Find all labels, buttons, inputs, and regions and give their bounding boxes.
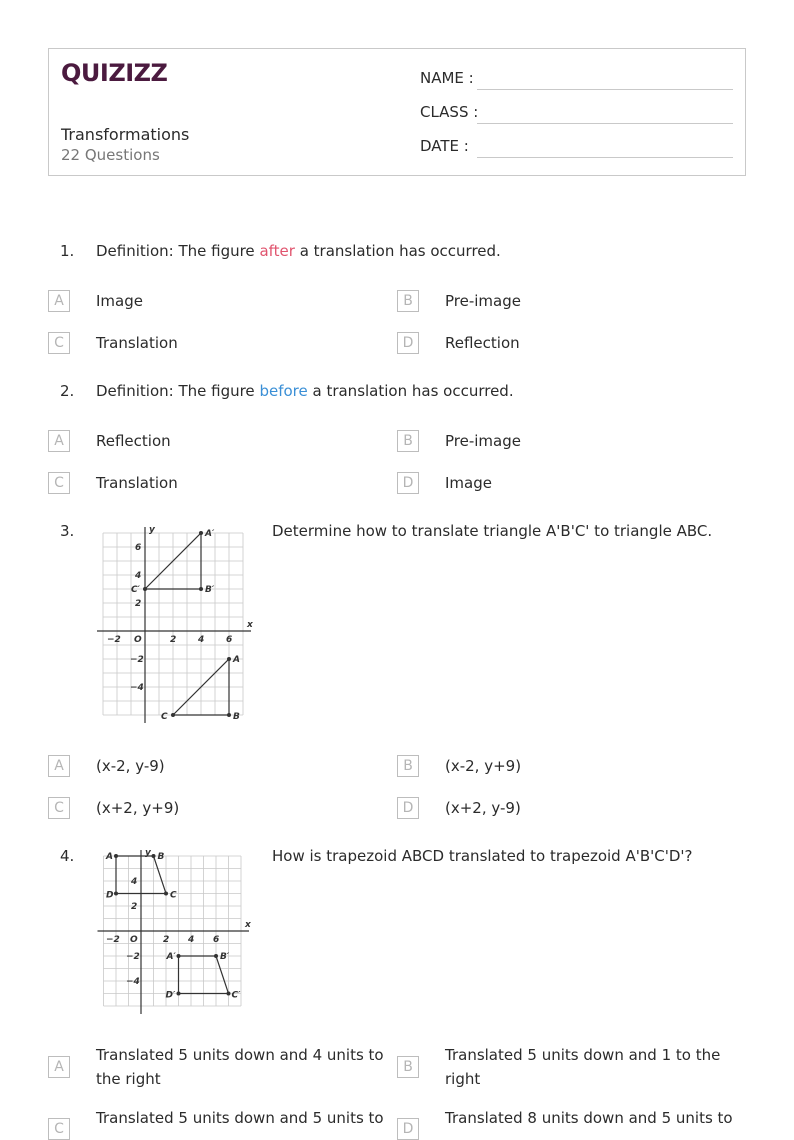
name-line[interactable] [477, 89, 733, 90]
question-highlight: after [259, 242, 295, 260]
class-label: CLASS : [420, 103, 479, 121]
option-text[interactable]: Reflection [445, 334, 520, 352]
option-text[interactable]: Translation [96, 334, 178, 352]
question-text-before: Definition: The figure [96, 382, 260, 400]
y-axis-label: y [145, 848, 151, 858]
option-letter-box[interactable]: D [397, 797, 419, 819]
point-marker [114, 854, 118, 858]
question-highlight: before [259, 382, 308, 400]
quizizz-logo: QUIZIZZ [61, 59, 168, 87]
option-letter-box[interactable]: C [48, 1118, 70, 1140]
point-marker [199, 587, 203, 591]
option-letter-box[interactable]: B [397, 430, 419, 452]
option-text[interactable]: (x+2, y-9) [445, 799, 521, 817]
question-text-before: Definition: The figure [96, 242, 260, 260]
name-label: NAME : [420, 69, 474, 87]
question-number: 1. [60, 242, 75, 260]
x-tick-label: 2 [163, 935, 170, 945]
point-label: C′ [131, 585, 140, 595]
option-letter-box[interactable]: A [48, 430, 70, 452]
origin-label: O [134, 635, 142, 645]
y-tick-label: 4 [135, 571, 142, 581]
question-number: 3. [60, 522, 75, 540]
option-text[interactable]: Reflection [96, 432, 171, 450]
question-number: 4. [60, 847, 75, 865]
option-text[interactable]: Translated 5 units down and 4 units to the right [96, 1046, 384, 1088]
x-tick-label: 4 [188, 935, 195, 945]
y-tick-label: 2 [135, 599, 142, 609]
y-tick-label: −4 [130, 683, 144, 693]
option-letter-box[interactable]: B [397, 290, 419, 312]
point-marker [227, 657, 231, 661]
option-text[interactable]: Translated 5 units down and 1 to the right [445, 1046, 721, 1088]
option-letter-box[interactable]: B [397, 1056, 419, 1078]
x-tick-label: 4 [198, 635, 205, 645]
class-field[interactable] [420, 101, 733, 125]
point-label: B [157, 852, 165, 862]
x-tick-label: −2 [106, 935, 120, 945]
question-text: How is trapezoid ABCD translated to trapezoid A'B'C'D'? [272, 847, 693, 865]
option-text[interactable]: Pre-image [445, 292, 521, 310]
y-tick-label: 2 [131, 902, 138, 912]
option-letter-box[interactable]: C [48, 472, 70, 494]
point-marker [214, 954, 218, 958]
question-text [96, 382, 514, 400]
point-marker [177, 954, 181, 958]
worksheet-title: Transformations [61, 125, 190, 144]
y-tick-label: −4 [126, 977, 140, 987]
option-text[interactable]: (x+2, y+9) [96, 799, 180, 817]
point-label: D′ [165, 990, 176, 1001]
point-label: B′ [205, 585, 215, 595]
point-label: A′ [166, 952, 176, 962]
date-field[interactable] [420, 135, 733, 159]
y-tick-label: −2 [126, 952, 140, 962]
y-tick-label: 4 [131, 877, 138, 887]
y-tick-label: 6 [135, 543, 142, 553]
option-text[interactable]: Translated 8 units down and 5 units to [445, 1109, 733, 1127]
point-marker [227, 992, 231, 996]
point-marker [152, 854, 156, 858]
point-label: B [233, 712, 240, 722]
point-marker [114, 892, 118, 896]
point-label: A′ [205, 529, 215, 539]
x-tick-label: 6 [226, 635, 233, 645]
y-axis-label: y [149, 525, 155, 535]
point-label: C [161, 712, 168, 722]
option-text[interactable]: (x-2, y+9) [445, 757, 522, 775]
option-letter-box[interactable]: D [397, 332, 419, 354]
option-letter-box[interactable]: B [397, 755, 419, 777]
question-text-after: a translation has occurred. [307, 382, 514, 400]
x-axis-label: x [245, 920, 251, 930]
point-label: C′ [231, 990, 241, 1001]
point-marker [199, 531, 203, 535]
option-letter-box[interactable]: D [397, 472, 419, 494]
coordinate-graph-triangle [94, 518, 254, 724]
option-text[interactable]: Pre-image [445, 432, 521, 450]
worksheet-header [48, 48, 746, 176]
point-marker [171, 713, 175, 717]
question-text [96, 242, 501, 260]
option-text[interactable]: Image [445, 474, 492, 492]
coordinate-graph-trapezoid [94, 842, 254, 1018]
option-letter-box[interactable]: A [48, 755, 70, 777]
question-text-after: a translation has occurred. [294, 242, 501, 260]
x-axis-label: x [247, 620, 253, 630]
x-tick-label: 6 [213, 935, 220, 945]
option-letter-box[interactable]: C [48, 797, 70, 819]
point-label: A [233, 655, 240, 665]
point-label: C [170, 890, 177, 901]
date-line[interactable] [477, 157, 733, 158]
option-text[interactable]: Translation [96, 474, 178, 492]
point-marker [177, 992, 181, 996]
option-text[interactable]: Translated 5 units down and 5 units to [96, 1109, 384, 1127]
question-number: 2. [60, 382, 75, 400]
point-marker [227, 713, 231, 717]
option-letter-box[interactable]: A [48, 1056, 70, 1078]
question-count: 22 Questions [61, 146, 160, 164]
point-marker [164, 892, 168, 896]
x-tick-label: −2 [107, 635, 121, 645]
option-text[interactable]: (x-2, y-9) [96, 757, 165, 775]
option-text[interactable]: Image [96, 292, 143, 310]
option-letter-box[interactable]: A [48, 290, 70, 312]
option-letter-box[interactable]: C [48, 332, 70, 354]
name-field[interactable] [420, 67, 733, 91]
x-tick-label: 2 [170, 635, 177, 645]
point-marker [143, 587, 147, 591]
date-label: DATE : [420, 137, 469, 155]
option-letter-box[interactable]: D [397, 1118, 419, 1140]
y-tick-label: −2 [130, 655, 144, 665]
origin-label: O [130, 935, 138, 945]
class-line[interactable] [477, 123, 733, 124]
point-label: A [106, 852, 113, 862]
point-label: D [106, 890, 114, 901]
question-text: Determine how to translate triangle A'B'C' to triangle ABC. [272, 522, 713, 540]
point-label: B′ [220, 952, 230, 962]
